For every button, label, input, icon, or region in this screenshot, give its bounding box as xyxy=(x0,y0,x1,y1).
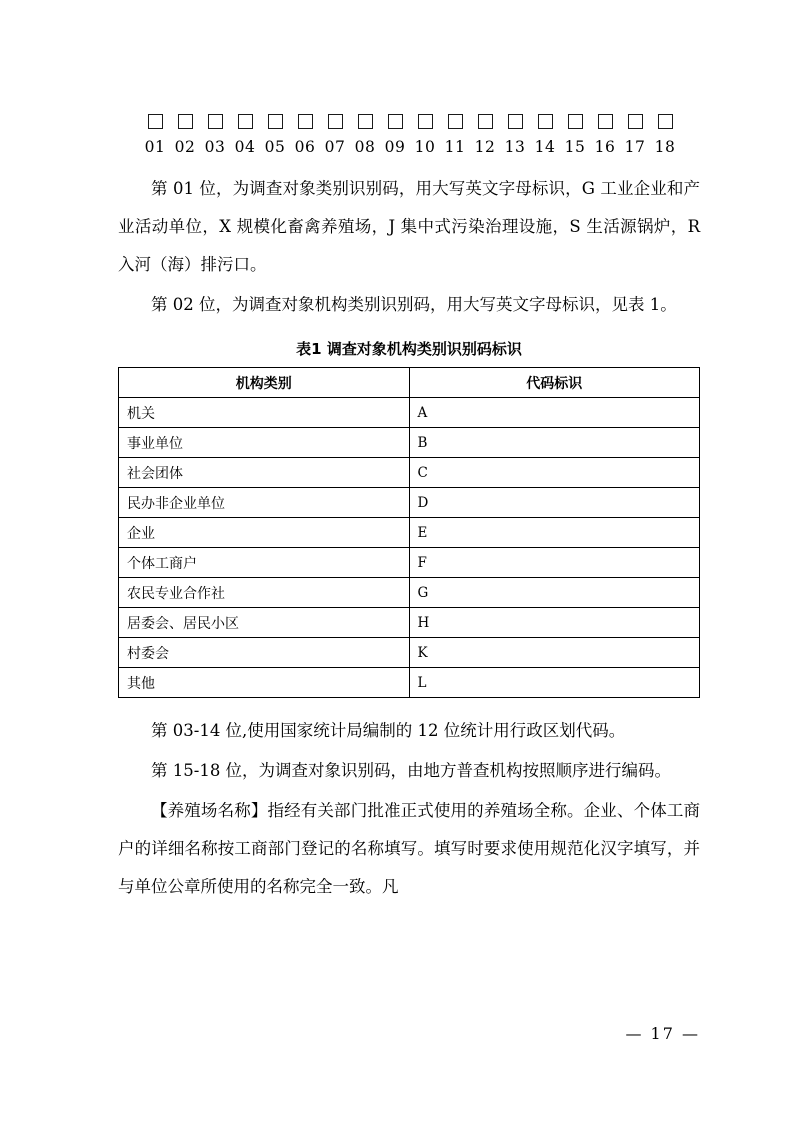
code-box xyxy=(500,110,530,132)
digit-label: 03 xyxy=(204,138,226,156)
table-cell-code: K xyxy=(409,638,700,668)
paragraph-farm-name: 【养殖场名称】指经有关部门批准正式使用的养殖场全称。企业、个体工商户的详细名称按工商部门登记的名称填写。填写时要求使用规范化汉字填写，并与单位公章所使用的名称完全一致。凡 xyxy=(118,801,700,896)
table-row xyxy=(119,518,700,548)
table-cell-code: A xyxy=(409,398,700,428)
code-box-row xyxy=(140,110,700,132)
empty-box-icon xyxy=(478,114,493,129)
table-cell-category: 居委会、居民小区 xyxy=(119,608,410,638)
digit-label: 14 xyxy=(534,138,556,156)
table-cell-code: D xyxy=(409,488,700,518)
table-cell-code: B xyxy=(409,428,700,458)
digit-label: 01 xyxy=(144,138,166,156)
empty-box-icon xyxy=(358,114,373,129)
code-box xyxy=(440,110,470,132)
table-cell-category: 事业单位 xyxy=(119,428,410,458)
table-header-row xyxy=(119,368,700,398)
digit-label: 17 xyxy=(624,138,646,156)
digit-label: 04 xyxy=(234,138,256,156)
code-box xyxy=(350,110,380,132)
code-box xyxy=(200,110,230,132)
paragraph-position-02: 第 02 位，为调查对象机构类别识别码，用大写英文字母标识，见表 1。 xyxy=(151,295,677,314)
empty-box-icon xyxy=(298,114,313,129)
table-row xyxy=(119,398,700,428)
code-box xyxy=(590,110,620,132)
paragraph-position-03-14: 第 03-14 位,使用国家统计局编制的 12 位统计用行政区划代码。 xyxy=(151,721,626,740)
empty-box-icon xyxy=(538,114,553,129)
digit-label: 13 xyxy=(504,138,526,156)
empty-box-icon xyxy=(598,114,613,129)
table-row xyxy=(119,488,700,518)
code-box xyxy=(410,110,440,132)
code-box xyxy=(230,110,260,132)
digit-label: 09 xyxy=(384,138,406,156)
digit-label: 12 xyxy=(474,138,496,156)
table-cell-code: E xyxy=(409,518,700,548)
empty-box-icon xyxy=(508,114,523,129)
table-row xyxy=(119,548,700,578)
code-box xyxy=(260,110,290,132)
page-number: — 17 — xyxy=(625,1024,700,1043)
empty-box-icon xyxy=(628,114,643,129)
table-cell-code: H xyxy=(409,608,700,638)
empty-box-icon xyxy=(208,114,223,129)
paragraph-position-15-18: 第 15-18 位，为调查对象识别码，由地方普查机构按照顺序进行编码。 xyxy=(151,761,672,780)
table-cell-category: 农民专业合作社 xyxy=(119,578,410,608)
code-box xyxy=(620,110,650,132)
table-cell-category: 民办非企业单位 xyxy=(119,488,410,518)
empty-box-icon xyxy=(238,114,253,129)
table-header-category: 机构类别 xyxy=(119,368,410,398)
empty-box-icon xyxy=(448,114,463,129)
code-box xyxy=(320,110,350,132)
empty-box-icon xyxy=(178,114,193,129)
empty-box-icon xyxy=(148,114,163,129)
empty-box-icon xyxy=(418,114,433,129)
table-row xyxy=(119,458,700,488)
code-box xyxy=(470,110,500,132)
empty-box-icon xyxy=(568,114,583,129)
org-category-code-table xyxy=(118,367,700,698)
digit-label: 05 xyxy=(264,138,286,156)
code-box xyxy=(380,110,410,132)
code-box xyxy=(170,110,200,132)
empty-box-icon xyxy=(328,114,343,129)
table-cell-code: C xyxy=(409,458,700,488)
table-header-code: 代码标识 xyxy=(409,368,700,398)
table-row xyxy=(119,668,700,698)
table-cell-category: 社会团体 xyxy=(119,458,410,488)
table-row xyxy=(119,638,700,668)
table-caption: 表1 调查对象机构类别识别码标识 xyxy=(296,340,522,358)
digit-label: 16 xyxy=(594,138,616,156)
empty-box-icon xyxy=(268,114,283,129)
digit-label: 15 xyxy=(564,138,586,156)
digit-label: 02 xyxy=(174,138,196,156)
table-row xyxy=(119,428,700,458)
table-cell-category: 其他 xyxy=(119,668,410,698)
table-cell-code: L xyxy=(409,668,700,698)
code-box xyxy=(290,110,320,132)
digit-label: 11 xyxy=(444,138,466,156)
table-row xyxy=(119,608,700,638)
code-digit-labels xyxy=(140,138,700,156)
table-cell-category: 企业 xyxy=(119,518,410,548)
digit-label: 10 xyxy=(414,138,436,156)
digit-label: 06 xyxy=(294,138,316,156)
code-box xyxy=(650,110,680,132)
digit-label: 08 xyxy=(354,138,376,156)
table-cell-code: G xyxy=(409,578,700,608)
code-box xyxy=(140,110,170,132)
table-row xyxy=(119,578,700,608)
table-cell-category: 机关 xyxy=(119,398,410,428)
table-cell-category: 个体工商户 xyxy=(119,548,410,578)
digit-label: 07 xyxy=(324,138,346,156)
empty-box-icon xyxy=(658,114,673,129)
paragraph-position-01: 第 01 位，为调查对象类别识别码，用大写英文字母标识，G 工业企业和产业活动单位，X 规模化畜禽养殖场，J 集中式污染治理设施，S 生活源锅炉，R 入河（海）排污口。 xyxy=(118,179,700,274)
table-cell-code: F xyxy=(409,548,700,578)
code-box xyxy=(530,110,560,132)
table-cell-category: 村委会 xyxy=(119,638,410,668)
code-box xyxy=(560,110,590,132)
empty-box-icon xyxy=(388,114,403,129)
digit-label: 18 xyxy=(654,138,676,156)
